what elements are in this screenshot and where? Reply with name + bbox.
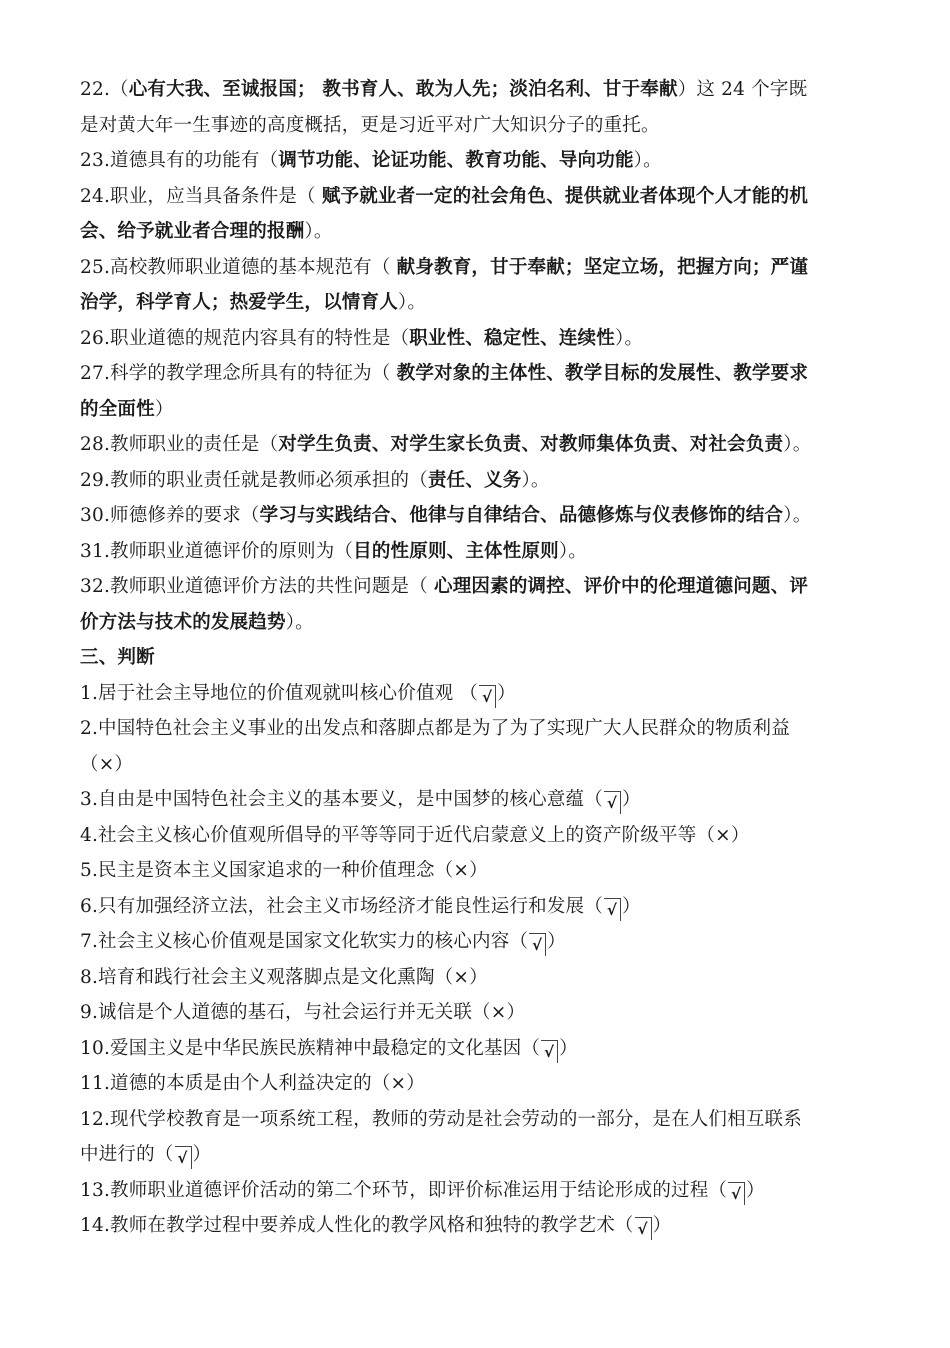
judgment-item-line xyxy=(80,818,880,854)
judgment-text: 9.诚信是个人道德的基石，与社会运行并无关联（ xyxy=(80,1002,491,1023)
answer-text: 教学对象的主体性、教学目标的发展性、教学要求 xyxy=(396,363,809,384)
check-mark-icon: √ xyxy=(604,898,621,921)
judgment-item-line xyxy=(80,853,880,889)
judgment-text: （ xyxy=(80,753,99,775)
fill-in-item-line xyxy=(80,392,880,428)
fill-in-item-line xyxy=(80,356,880,392)
answer-text: 责任、义务 xyxy=(427,469,522,491)
judgment-text: 2.中国特色社会主义事业的出发点和落脚点都是为了为了实现广大人民群众的物质利益 xyxy=(80,718,790,739)
answer-text: 目的性原则、主体性原则 xyxy=(353,540,559,562)
fill-in-item-line xyxy=(80,605,880,641)
cross-mark-icon: × xyxy=(715,824,731,846)
judgment-item-line xyxy=(80,747,880,783)
judgment-item-line xyxy=(80,924,880,960)
item-number: 27. xyxy=(80,363,111,384)
fill-in-item-line xyxy=(80,179,880,215)
fill-in-item-line xyxy=(80,143,880,179)
question-text: 教师职业的责任是（ xyxy=(110,434,279,455)
cross-mark-icon: × xyxy=(390,1073,407,1094)
question-text: ）。 xyxy=(633,150,662,171)
answer-text: 价方法与技术的发展趋势 xyxy=(80,611,286,633)
item-number: 31. xyxy=(80,540,111,562)
fill-in-section xyxy=(80,72,880,640)
judgment-item-line xyxy=(80,1066,880,1102)
check-mark-icon: √ xyxy=(175,1146,192,1169)
judgment-section xyxy=(80,676,880,1244)
question-text: ）。 xyxy=(558,540,587,562)
question-text: 道德具有的功能有（ xyxy=(110,150,279,171)
answer-text: 心有大我、至诚报国； 教书育人、敢为人先；淡泊名利、甘于奉献 xyxy=(128,79,678,100)
question-text: ）这 24 个字既 xyxy=(677,79,808,100)
judgment-close: ） xyxy=(406,1073,425,1094)
check-mark-icon: √ xyxy=(635,1217,652,1240)
answer-text: 心理因素的调控、评价中的伦理道德问题、评 xyxy=(434,576,809,597)
fill-in-item-line xyxy=(80,463,880,499)
fill-in-item-line xyxy=(80,214,880,250)
question-text: ） xyxy=(154,398,174,420)
fill-in-item-line xyxy=(80,72,880,108)
answer-text: 的全面性 xyxy=(80,398,155,420)
judgment-close: ） xyxy=(114,753,134,775)
question-text: 职业道德的规范内容具有的特性是（ xyxy=(110,327,410,349)
fill-in-item-line xyxy=(80,285,880,321)
judgment-text: 14.教师在教学过程中要养成人性化的教学风格和独特的教学艺术（ xyxy=(80,1215,634,1236)
answer-text: 会、给予就业者合理的报酬 xyxy=(80,221,305,242)
judgment-close: ） xyxy=(621,895,641,917)
judgment-text: 5.民主是资本主义国家追求的一种价值理念（ xyxy=(80,860,454,881)
check-mark-icon: √ xyxy=(529,933,546,956)
fill-in-item-line xyxy=(80,108,880,144)
item-number: 29. xyxy=(80,469,111,491)
judgment-text: 10.爱国主义是中华民族民族精神中最稳定的文化基因（ xyxy=(80,1037,541,1059)
question-text: 教师的职业责任就是教师必须承担的（ xyxy=(110,469,428,491)
question-text: （ xyxy=(110,79,129,100)
judgment-text: 8.培育和践行社会主义观落脚点是文化熏陶（ xyxy=(80,966,454,988)
cross-mark-icon: × xyxy=(453,860,470,881)
judgment-text: 1.居于社会主导地位的价值观就叫核心价值观 （ xyxy=(80,682,479,704)
answer-text: 赋予就业者一定的社会角色、提供就业者体现个人才能的机 xyxy=(321,185,809,207)
answer-text: 调节功能、论证功能、教育功能、导向功能 xyxy=(278,150,634,171)
question-text: 科学的教学理念所具有的特征为（ xyxy=(110,363,397,384)
judgment-text: 6.只有加强经济立法，社会主义市场经济才能良性运行和发展（ xyxy=(80,895,603,917)
judgment-item-line xyxy=(80,889,880,925)
item-number: 23. xyxy=(80,150,111,171)
answer-text: 对学生负责、对学生家长负责、对教师集体负责、对社会负责 xyxy=(278,434,784,455)
question-text: 师德修养的要求（ xyxy=(110,505,260,526)
judgment-text: 12.现代学校教育是一项系统工程，教师的劳动是社会劳动的一部分，是在人们相互联系 xyxy=(80,1108,802,1130)
question-text: 教师职业道德评价方法的共性问题是（ xyxy=(110,576,435,597)
item-number: 24. xyxy=(80,185,111,207)
item-number: 22. xyxy=(80,79,111,100)
document-page xyxy=(80,72,880,1244)
item-number: 25. xyxy=(80,256,111,278)
question-text: ）。 xyxy=(285,611,314,633)
question-text: ）。 xyxy=(304,221,333,242)
section-heading: 三、判断 xyxy=(80,647,155,668)
item-number: 32. xyxy=(80,576,111,597)
cross-mark-icon: × xyxy=(490,1002,507,1023)
judgment-item-line xyxy=(80,711,880,747)
judgment-item-line xyxy=(80,960,880,996)
judgment-close: ） xyxy=(746,1179,765,1201)
judgment-close: ） xyxy=(621,789,641,810)
fill-in-item-line xyxy=(80,321,880,357)
judgment-close: ） xyxy=(469,966,488,988)
cross-mark-icon: × xyxy=(98,753,115,775)
check-mark-icon: √ xyxy=(541,1040,558,1063)
fill-in-item-line xyxy=(80,569,880,605)
check-mark-icon: √ xyxy=(479,685,496,708)
judgment-item-line xyxy=(80,995,880,1031)
judgment-item-line xyxy=(80,676,880,712)
question-text: ）。 xyxy=(614,327,644,349)
question-text: ）。 xyxy=(783,434,812,455)
answer-text: 学习与实践结合、他律与自律结合、品德修炼与仪表修饰的结合 xyxy=(259,505,784,526)
judgment-close: ） xyxy=(547,931,566,952)
judgment-close: ） xyxy=(506,1002,526,1023)
judgment-text: 13.教师职业道德评价活动的第二个环节，即评价标准运用于结论形成的过程（ xyxy=(80,1179,728,1201)
question-text: 是对黄大年一生事迹的高度概括，更是习近平对广大知识分子的重托。 xyxy=(80,114,660,136)
judgment-item-line xyxy=(80,1137,880,1173)
judgment-close: ） xyxy=(192,1144,212,1165)
check-mark-icon: √ xyxy=(728,1182,745,1205)
judgment-text: 4.社会主义核心价值观所倡导的平等等同于近代启蒙意义上的资产阶级平等（ xyxy=(80,824,716,846)
judgment-item-line xyxy=(80,1031,880,1067)
fill-in-item-line xyxy=(80,250,880,286)
judgment-item-line xyxy=(80,782,880,818)
answer-text: 治学，科学育人；热爱学生，以情育人 xyxy=(80,292,398,313)
judgment-item-line xyxy=(80,1173,880,1209)
question-text: ）。 xyxy=(783,505,812,526)
judgment-close: ） xyxy=(652,1215,672,1236)
fill-in-item-line xyxy=(80,498,880,534)
judgment-text: 11.道德的本质是由个人利益决定的（ xyxy=(80,1073,391,1094)
judgment-close: ） xyxy=(730,824,750,846)
question-text: ）。 xyxy=(521,469,550,491)
item-number: 30. xyxy=(80,505,111,526)
judgment-item-line xyxy=(80,1102,880,1138)
judgment-close: ） xyxy=(497,682,516,704)
question-text: 高校教师职业道德的基本规范有（ xyxy=(110,256,397,278)
check-mark-icon: √ xyxy=(604,791,621,814)
judgment-text: 7.社会主义核心价值观是国家文化软实力的核心内容（ xyxy=(80,931,529,952)
judgment-text: 3.自由是中国特色社会主义的基本要义，是中国梦的核心意蕴（ xyxy=(80,789,603,810)
answer-text: 职业性、稳定性、连续性 xyxy=(409,327,615,349)
question-text: ）。 xyxy=(397,292,427,313)
judgment-text: 中进行的（ xyxy=(80,1144,174,1165)
answer-text: 献身教育，甘于奉献；坚定立场，把握方向；严谨 xyxy=(396,256,809,278)
judgment-close: ） xyxy=(559,1037,578,1059)
judgment-item-line xyxy=(80,1208,880,1244)
judgment-close: ） xyxy=(469,860,488,881)
question-text: 职业，应当具备条件是（ xyxy=(110,185,322,207)
question-text: 教师职业道德评价的原则为（ xyxy=(110,540,354,562)
fill-in-item-line xyxy=(80,534,880,570)
item-number: 26. xyxy=(80,327,111,349)
item-number: 28. xyxy=(80,434,111,455)
fill-in-item-line xyxy=(80,427,880,463)
cross-mark-icon: × xyxy=(453,966,470,988)
